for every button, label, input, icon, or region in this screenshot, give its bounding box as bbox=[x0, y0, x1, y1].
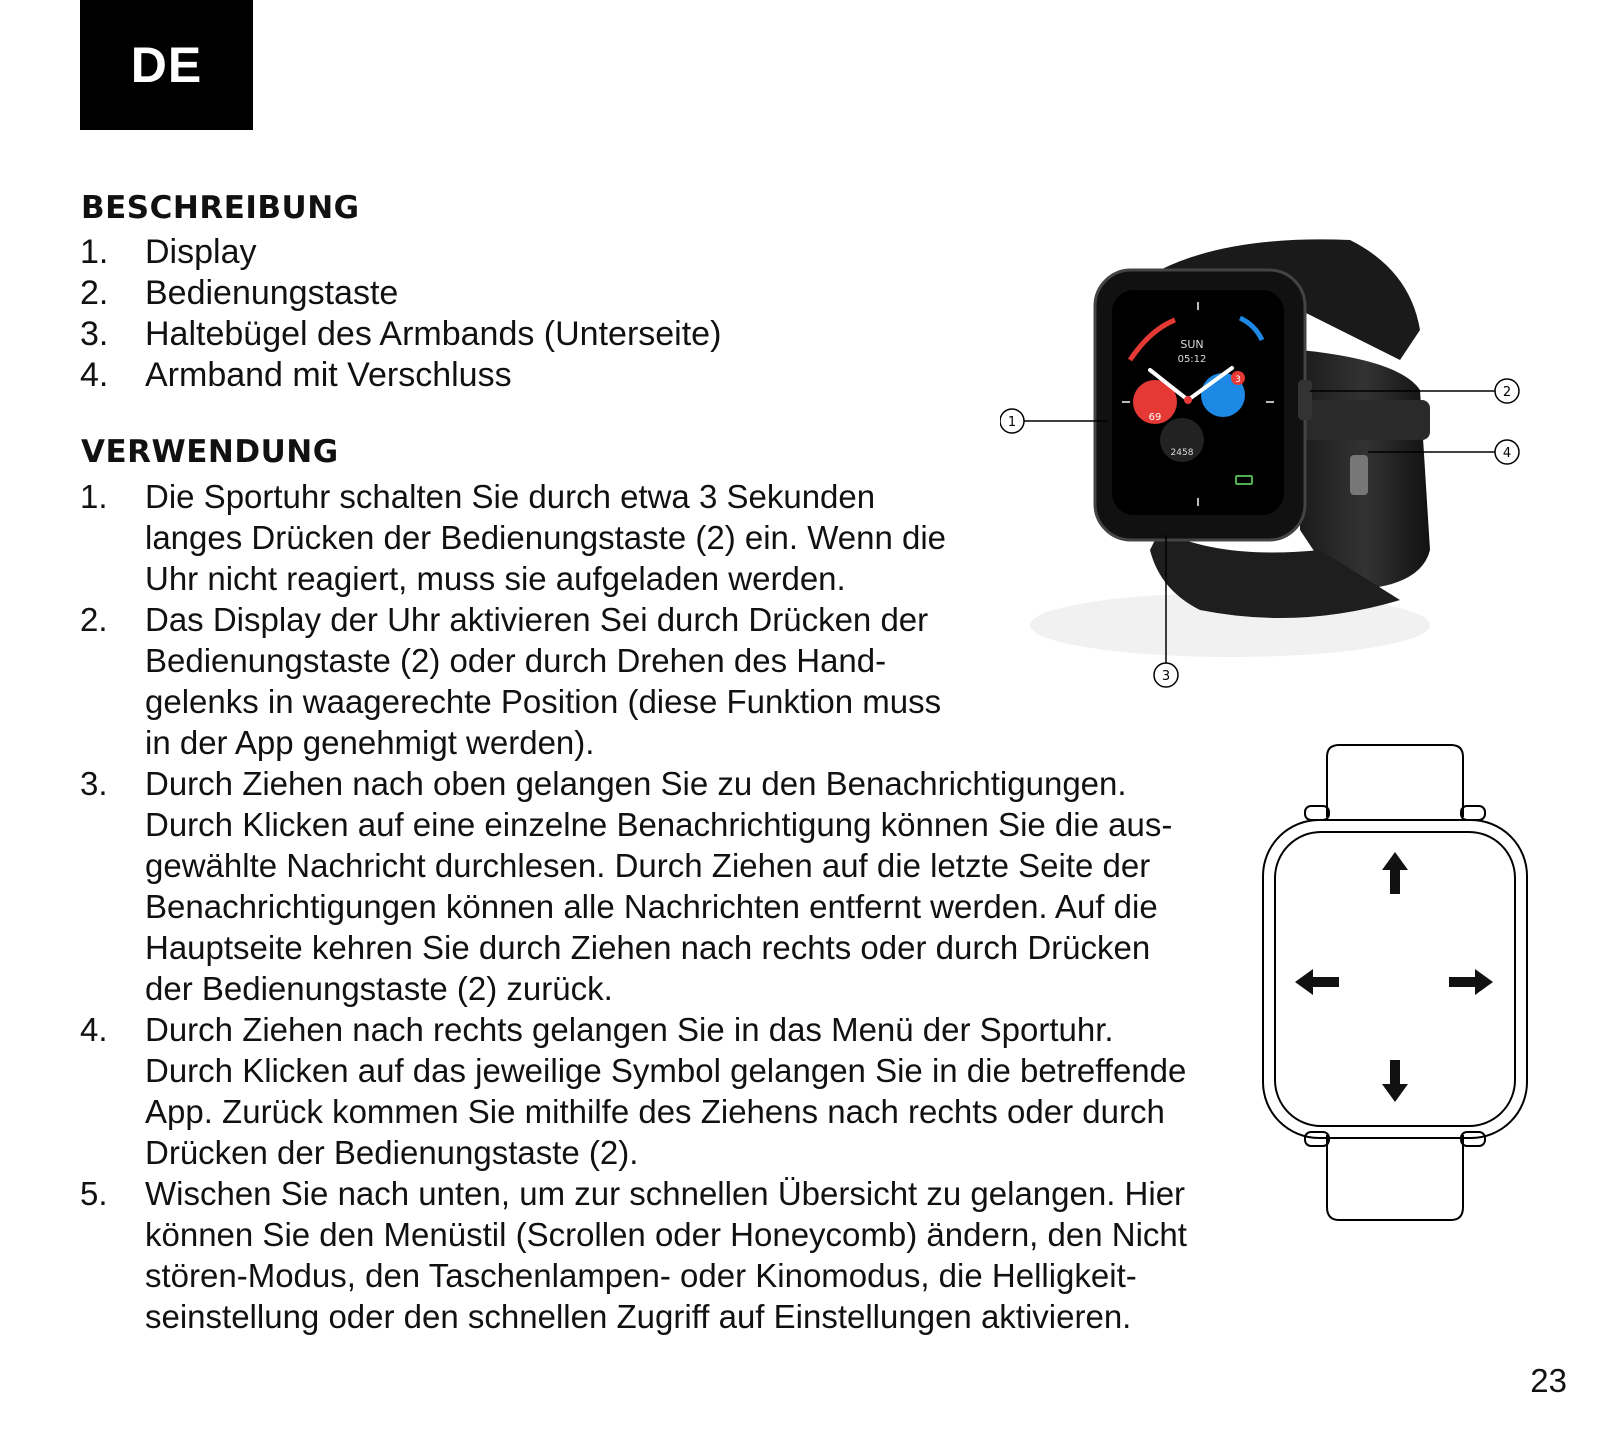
item-number: 2. bbox=[80, 274, 109, 312]
description-list bbox=[0, 232, 721, 396]
swipe-gesture-diagram bbox=[1255, 742, 1535, 1222]
list-item bbox=[0, 763, 1187, 1009]
heart-value: 69 bbox=[1148, 412, 1162, 423]
list-item bbox=[0, 1009, 1187, 1173]
smartwatch-photo bbox=[1000, 230, 1560, 710]
arrow-up-icon bbox=[1382, 852, 1408, 894]
strap-bottom-outline bbox=[1327, 1135, 1463, 1220]
item-text: Das Display der Uhr aktivieren Sei durch Drücken der Bedienungstaste (2) oder durch Drehen des Hand- gelenks in waagerechte Position (diese Funktion muss in der App genehmigt werden). bbox=[145, 601, 942, 761]
item-text: Haltebügel des Armbands (Unterseite) bbox=[145, 315, 722, 353]
list-item bbox=[0, 273, 721, 314]
list-item bbox=[0, 355, 721, 396]
item-text: Wischen Sie nach unten, um zur schnellen Übersicht zu gelangen. Hier können Sie den Menüstil (Scrollen oder Honeycomb) ändern, den Nicht stören-Modus, den Taschenlampen- oder Kinomodus, die Helligkeit- seinstellung oder den schnellen Zugriff auf Einstellungen aktivieren. bbox=[145, 1175, 1187, 1335]
language-tab: DE bbox=[80, 0, 253, 130]
item-number: 1. bbox=[80, 478, 108, 515]
list-item bbox=[0, 1173, 1187, 1337]
callout-4-label: 4 bbox=[1502, 446, 1512, 461]
usage-heading: VERWENDUNG bbox=[81, 434, 339, 470]
watch-day: SUN bbox=[1180, 338, 1204, 351]
list-item bbox=[0, 314, 721, 355]
item-number: 2. bbox=[80, 601, 108, 638]
strap-top-outline bbox=[1327, 745, 1463, 817]
item-number: 1. bbox=[80, 233, 109, 271]
item-number: 4. bbox=[80, 356, 109, 394]
item-text: Display bbox=[145, 233, 257, 271]
callout-3-label: 3 bbox=[1161, 669, 1171, 684]
item-number: 3. bbox=[80, 315, 109, 353]
arrow-right-icon bbox=[1449, 969, 1493, 995]
callout-2-label: 2 bbox=[1502, 385, 1512, 400]
steps-value: 2458 bbox=[1170, 448, 1194, 458]
item-number: 3. bbox=[80, 765, 108, 802]
arrow-left-icon bbox=[1295, 969, 1339, 995]
list-item bbox=[0, 232, 721, 273]
message-badge: 3 bbox=[1235, 375, 1241, 385]
buckle-shape bbox=[1350, 455, 1368, 495]
item-text: Die Sportuhr schalten Sie durch etwa 3 Sekunden langes Drücken der Bedienungstaste (2) ein. Wenn die Uhr nicht reagiert, muss sie aufgeladen werden. bbox=[145, 478, 947, 597]
item-text: Durch Ziehen nach oben gelangen Sie zu den Benachrichtigungen. Durch Klicken auf eine einzelne Benachrichtigung können Sie die aus- gewählte Nachricht durchlesen. Durch Ziehen auf die letzte Seite der Benachrichtigungen können alle Nachrichten entfernt werden. Auf die Hauptseite kehren Sie durch Ziehen nach rechts oder durch Drücken der Bedienungstaste (2) zurück. bbox=[145, 765, 1173, 1007]
item-number: 5. bbox=[80, 1175, 108, 1212]
item-text: Durch Ziehen nach rechts gelangen Sie in das Menü der Sportuhr. Durch Klicken auf das jeweilige Symbol gelangen Sie in die betreffende App. Zurück kommen Sie mithilfe des Ziehens nach rechts oder durch Drücken der Bedienungstaste (2). bbox=[145, 1011, 1187, 1171]
item-text: Armband mit Verschluss bbox=[145, 356, 512, 394]
side-button-shape bbox=[1298, 380, 1312, 420]
arrow-down-icon bbox=[1382, 1060, 1408, 1102]
page-number: 23 bbox=[1530, 1362, 1567, 1399]
item-text: Bedienungstaste bbox=[145, 274, 399, 312]
item-number: 4. bbox=[80, 1011, 108, 1048]
description-heading: BESCHREIBUNG bbox=[81, 190, 360, 226]
watch-time: 05:12 bbox=[1177, 354, 1207, 365]
callout-1-label: 1 bbox=[1007, 415, 1017, 430]
